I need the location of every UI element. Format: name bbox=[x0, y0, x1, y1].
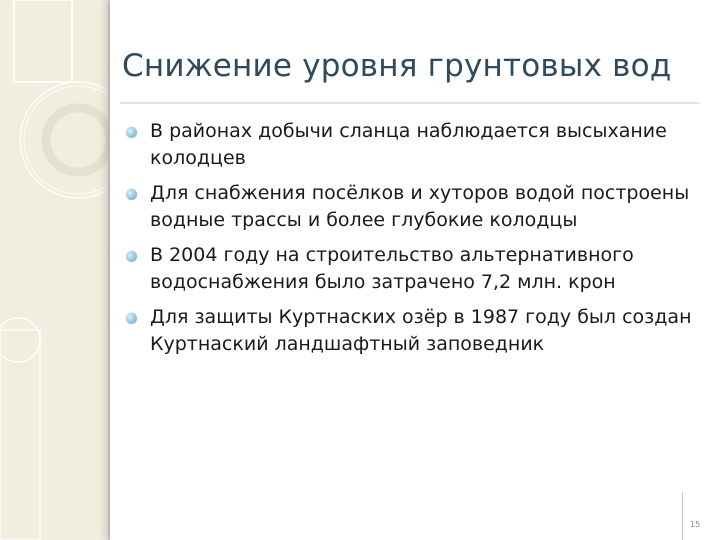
slide-title: Снижение уровня грунтовых вод bbox=[122, 48, 672, 84]
bullet-text: Для снабжения посёлков и хуторов водой построены водные трассы и более глубокие колодцы bbox=[150, 182, 690, 231]
bullet-text: В районах добычи сланца наблюдается высыхание колодцев bbox=[150, 120, 667, 169]
bullet-item bbox=[124, 180, 714, 234]
content-card bbox=[110, 0, 720, 540]
circle-bullet-icon bbox=[126, 189, 137, 200]
title-divider bbox=[120, 102, 700, 104]
bullet-item bbox=[124, 304, 714, 358]
bullet-text: Для защиты Куртнаских озёр в 1987 году был создан Куртнаский ландшафтный заповедник bbox=[150, 306, 692, 355]
bullet-item bbox=[124, 118, 714, 172]
slide-number-divider bbox=[682, 492, 683, 540]
circle-bullet-icon bbox=[126, 251, 137, 262]
bullet-list bbox=[124, 118, 714, 366]
circle-bullet-icon bbox=[126, 127, 137, 138]
slide-number: 15 bbox=[690, 520, 701, 529]
bullet-text: В 2004 году на строительство альтернативного водоснабжения было затрачено 7,2 млн. крон bbox=[150, 244, 634, 293]
circle-bullet-icon bbox=[126, 313, 137, 324]
bullet-item bbox=[124, 242, 714, 296]
